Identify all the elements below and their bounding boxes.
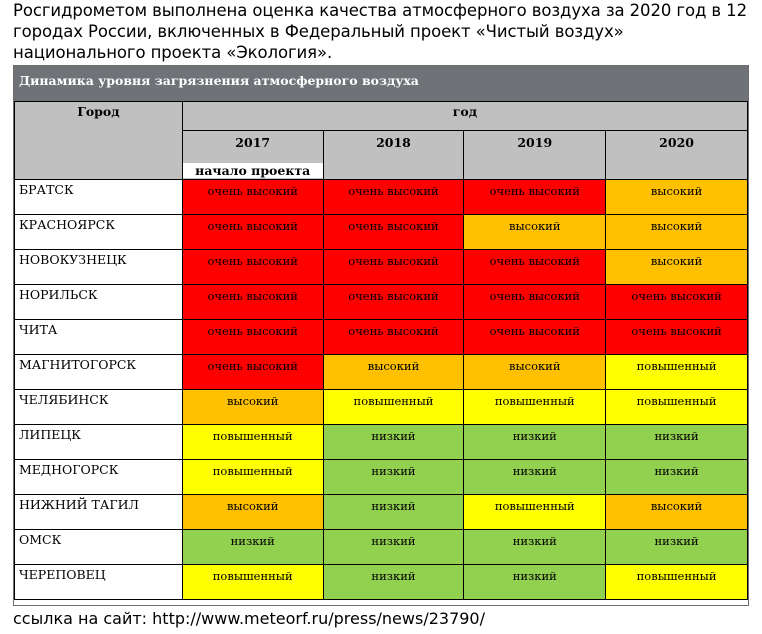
pollution-level-cell: очень высокий bbox=[606, 320, 748, 355]
pollution-level-cell: повышенный bbox=[606, 355, 748, 390]
city-cell: ОМСК bbox=[15, 530, 183, 565]
pollution-level-cell: низкий bbox=[323, 460, 464, 495]
year-header-2018: 2018 bbox=[323, 131, 464, 180]
pollution-level-cell: повышенный bbox=[323, 390, 464, 425]
pollution-table-frame bbox=[13, 65, 749, 606]
city-cell: МАГНИТОГОРСК bbox=[15, 355, 183, 390]
city-cell: КРАСНОЯРСК bbox=[15, 215, 183, 250]
pollution-level-cell: низкий bbox=[182, 530, 323, 565]
city-cell: НОРИЛЬСК bbox=[15, 285, 183, 320]
year-label-2017: 2017 bbox=[235, 135, 271, 150]
year-group-header: год bbox=[182, 102, 747, 131]
pollution-level-cell: очень высокий bbox=[182, 215, 323, 250]
pollution-level-cell: низкий bbox=[323, 530, 464, 565]
pollution-level-cell: высокий bbox=[323, 355, 464, 390]
pollution-level-cell: высокий bbox=[606, 495, 748, 530]
pollution-level-cell: низкий bbox=[464, 565, 606, 600]
pollution-level-cell: низкий bbox=[606, 530, 748, 565]
pollution-level-cell: повышенный bbox=[182, 425, 323, 460]
table-row bbox=[15, 390, 748, 425]
city-cell: ЧИТА bbox=[15, 320, 183, 355]
pollution-level-cell: низкий bbox=[323, 565, 464, 600]
pollution-level-cell: повышенный bbox=[606, 390, 748, 425]
table-title: Динамика уровня загрязнения атмосферного воздуха bbox=[15, 67, 748, 102]
pollution-level-cell: очень высокий bbox=[323, 215, 464, 250]
pollution-level-cell: низкий bbox=[464, 460, 606, 495]
city-column-header: Город bbox=[15, 102, 183, 180]
year-header-2017 bbox=[182, 131, 323, 180]
pollution-level-cell: низкий bbox=[606, 425, 748, 460]
pollution-level-cell: высокий bbox=[464, 355, 606, 390]
year-header-2019: 2019 bbox=[464, 131, 606, 180]
pollution-level-cell: очень высокий bbox=[182, 250, 323, 285]
pollution-level-cell: очень высокий bbox=[182, 285, 323, 320]
table-row bbox=[15, 565, 748, 600]
table-row bbox=[15, 355, 748, 390]
pollution-level-cell: очень высокий bbox=[323, 285, 464, 320]
project-start-note: начало проекта bbox=[183, 163, 323, 178]
table-row bbox=[15, 285, 748, 320]
pollution-level-cell: высокий bbox=[606, 180, 748, 215]
pollution-level-cell: очень высокий bbox=[464, 180, 606, 215]
pollution-level-cell: низкий bbox=[323, 425, 464, 460]
table-row bbox=[15, 460, 748, 495]
pollution-level-cell: очень высокий bbox=[464, 250, 606, 285]
pollution-level-cell: повышенный bbox=[464, 390, 606, 425]
pollution-level-cell: очень высокий bbox=[323, 250, 464, 285]
year-header-2020: 2020 bbox=[606, 131, 748, 180]
pollution-level-cell: высокий bbox=[182, 495, 323, 530]
city-cell: ЧЕЛЯБИНСК bbox=[15, 390, 183, 425]
pollution-level-cell: очень высокий bbox=[182, 355, 323, 390]
city-cell: БРАТСК bbox=[15, 180, 183, 215]
pollution-level-cell: высокий bbox=[606, 215, 748, 250]
table-row bbox=[15, 495, 748, 530]
table-row bbox=[15, 250, 748, 285]
table-row bbox=[15, 530, 748, 565]
city-cell: НИЖНИЙ ТАГИЛ bbox=[15, 495, 183, 530]
pollution-level-cell: очень высокий bbox=[182, 180, 323, 215]
pollution-level-cell: очень высокий bbox=[323, 320, 464, 355]
pollution-level-cell: низкий bbox=[464, 530, 606, 565]
table-row bbox=[15, 215, 748, 250]
pollution-level-cell: очень высокий bbox=[182, 320, 323, 355]
pollution-level-cell: высокий bbox=[606, 250, 748, 285]
table-row bbox=[15, 425, 748, 460]
pollution-level-cell: очень высокий bbox=[323, 180, 464, 215]
pollution-level-cell: повышенный bbox=[182, 460, 323, 495]
pollution-level-cell: очень высокий bbox=[464, 285, 606, 320]
pollution-table bbox=[14, 66, 748, 600]
pollution-level-cell: низкий bbox=[464, 425, 606, 460]
pollution-level-cell: повышенный bbox=[464, 495, 606, 530]
pollution-level-cell: повышенный bbox=[182, 565, 323, 600]
pollution-level-cell: очень высокий bbox=[464, 320, 606, 355]
pollution-level-cell: высокий bbox=[464, 215, 606, 250]
intro-paragraph: Росгидрометом выполнена оценка качества атмосферного воздуха за 2020 год в 12 городах России, включенных в Федеральный проект «Чистый воздух» национального проекта «Экология». bbox=[13, 1, 747, 62]
city-cell: МЕДНОГОРСК bbox=[15, 460, 183, 495]
pollution-level-cell: низкий bbox=[323, 495, 464, 530]
city-cell: ЛИПЕЦК bbox=[15, 425, 183, 460]
city-cell: ЧЕРЕПОВЕЦ bbox=[15, 565, 183, 600]
pollution-level-cell: повышенный bbox=[606, 565, 748, 600]
pollution-level-cell: высокий bbox=[182, 390, 323, 425]
city-cell: НОВОКУЗНЕЦК bbox=[15, 250, 183, 285]
table-row bbox=[15, 180, 748, 215]
pollution-level-cell: очень высокий bbox=[606, 285, 748, 320]
table-row bbox=[15, 320, 748, 355]
source-link-text: ссылка на сайт: http://www.meteorf.ru/press/news/23790/ bbox=[13, 609, 485, 628]
pollution-level-cell: низкий bbox=[606, 460, 748, 495]
